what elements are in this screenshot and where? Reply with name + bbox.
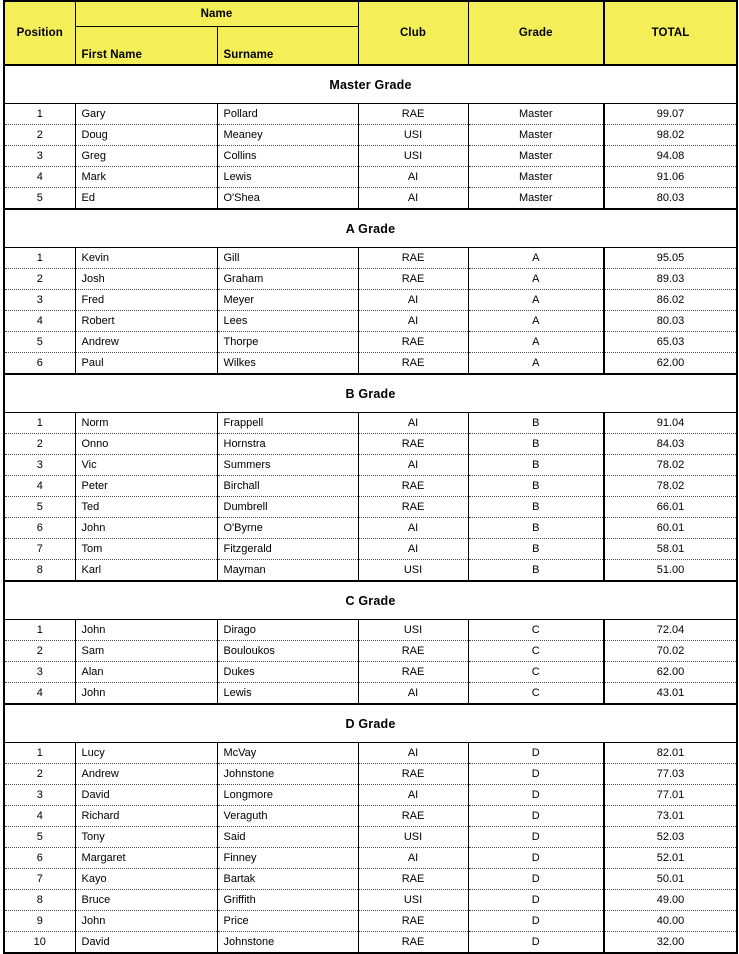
- cell-club: RAE: [358, 806, 468, 827]
- table-row[interactable]: [4, 248, 737, 269]
- cell-position: 6: [4, 353, 75, 375]
- cell-position: 5: [4, 497, 75, 518]
- cell-total: 40.00: [604, 911, 737, 932]
- cell-grade: D: [468, 827, 604, 848]
- cell-surname: Dumbrell: [217, 497, 358, 518]
- cell-total: 82.01: [604, 743, 737, 764]
- cell-club: AI: [358, 290, 468, 311]
- cell-grade: Master: [468, 104, 604, 125]
- cell-grade: Master: [468, 188, 604, 210]
- table-row[interactable]: [4, 560, 737, 582]
- cell-position: 1: [4, 743, 75, 764]
- table-row[interactable]: [4, 434, 737, 455]
- cell-grade: C: [468, 683, 604, 705]
- cell-surname: Hornstra: [217, 434, 358, 455]
- cell-grade: D: [468, 869, 604, 890]
- results-table: [3, 0, 738, 954]
- cell-total: 89.03: [604, 269, 737, 290]
- cell-total: 91.06: [604, 167, 737, 188]
- table-row[interactable]: [4, 848, 737, 869]
- cell-total: 77.01: [604, 785, 737, 806]
- table-row[interactable]: [4, 188, 737, 210]
- cell-first-name: Vic: [75, 455, 217, 476]
- cell-total: 62.00: [604, 662, 737, 683]
- cell-total: 52.01: [604, 848, 737, 869]
- section-title-row: [4, 705, 737, 743]
- cell-grade: A: [468, 269, 604, 290]
- cell-club: RAE: [358, 497, 468, 518]
- cell-position: 5: [4, 827, 75, 848]
- cell-position: 8: [4, 890, 75, 911]
- table-row[interactable]: [4, 932, 737, 954]
- cell-position: 4: [4, 476, 75, 497]
- cell-surname: Bartak: [217, 869, 358, 890]
- cell-surname: Pollard: [217, 104, 358, 125]
- section-title-row: [4, 582, 737, 620]
- cell-club: RAE: [358, 434, 468, 455]
- table-row[interactable]: [4, 125, 737, 146]
- cell-total: 51.00: [604, 560, 737, 582]
- cell-grade: B: [468, 455, 604, 476]
- column-header-grade[interactable]: Grade: [468, 1, 604, 65]
- cell-total: 78.02: [604, 476, 737, 497]
- cell-position: 7: [4, 539, 75, 560]
- cell-position: 5: [4, 332, 75, 353]
- cell-surname: Bouloukos: [217, 641, 358, 662]
- cell-grade: C: [468, 620, 604, 641]
- cell-club: USI: [358, 560, 468, 582]
- cell-club: RAE: [358, 476, 468, 497]
- cell-club: USI: [358, 125, 468, 146]
- cell-grade: B: [468, 434, 604, 455]
- table-row[interactable]: [4, 290, 737, 311]
- cell-total: 66.01: [604, 497, 737, 518]
- table-row[interactable]: [4, 683, 737, 705]
- cell-position: 9: [4, 911, 75, 932]
- cell-first-name: Kevin: [75, 248, 217, 269]
- cell-first-name: Bruce: [75, 890, 217, 911]
- cell-surname: O'Byrne: [217, 518, 358, 539]
- table-row[interactable]: [4, 743, 737, 764]
- section-title: A Grade: [4, 210, 737, 248]
- cell-surname: Said: [217, 827, 358, 848]
- cell-club: RAE: [358, 932, 468, 954]
- table-row[interactable]: [4, 518, 737, 539]
- section-title: Master Grade: [4, 65, 737, 104]
- cell-first-name: Alan: [75, 662, 217, 683]
- column-header-total[interactable]: TOTAL: [604, 1, 737, 65]
- cell-first-name: Doug: [75, 125, 217, 146]
- cell-total: 86.02: [604, 290, 737, 311]
- cell-surname: McVay: [217, 743, 358, 764]
- cell-grade: D: [468, 848, 604, 869]
- cell-first-name: John: [75, 683, 217, 705]
- column-header-surname[interactable]: Surname: [217, 27, 358, 66]
- cell-total: 32.00: [604, 932, 737, 954]
- table-row[interactable]: [4, 641, 737, 662]
- table-row[interactable]: [4, 785, 737, 806]
- header-row-group: [4, 1, 737, 27]
- cell-surname: Lewis: [217, 167, 358, 188]
- table-row[interactable]: [4, 146, 737, 167]
- table-row[interactable]: [4, 497, 737, 518]
- table-row[interactable]: [4, 413, 737, 434]
- cell-position: 5: [4, 188, 75, 210]
- cell-position: 3: [4, 662, 75, 683]
- cell-grade: C: [468, 641, 604, 662]
- cell-club: RAE: [358, 869, 468, 890]
- cell-position: 1: [4, 104, 75, 125]
- cell-grade: D: [468, 932, 604, 954]
- cell-position: 3: [4, 785, 75, 806]
- cell-first-name: Mark: [75, 167, 217, 188]
- cell-surname: Dukes: [217, 662, 358, 683]
- cell-first-name: John: [75, 518, 217, 539]
- table-row[interactable]: [4, 827, 737, 848]
- section-title: D Grade: [4, 705, 737, 743]
- cell-surname: Collins: [217, 146, 358, 167]
- cell-surname: Price: [217, 911, 358, 932]
- cell-total: 43.01: [604, 683, 737, 705]
- table-row[interactable]: [4, 539, 737, 560]
- cell-club: AI: [358, 167, 468, 188]
- cell-total: 65.03: [604, 332, 737, 353]
- table-row[interactable]: [4, 869, 737, 890]
- cell-grade: B: [468, 560, 604, 582]
- cell-first-name: Andrew: [75, 764, 217, 785]
- table-row[interactable]: [4, 167, 737, 188]
- section-title-row: [4, 210, 737, 248]
- column-header-club[interactable]: Club: [358, 1, 468, 65]
- cell-total: 80.03: [604, 311, 737, 332]
- cell-total: 60.01: [604, 518, 737, 539]
- cell-club: AI: [358, 311, 468, 332]
- cell-position: 6: [4, 518, 75, 539]
- cell-grade: D: [468, 911, 604, 932]
- cell-total: 99.07: [604, 104, 737, 125]
- cell-position: 4: [4, 683, 75, 705]
- cell-total: 84.03: [604, 434, 737, 455]
- cell-club: USI: [358, 146, 468, 167]
- cell-grade: A: [468, 353, 604, 375]
- cell-club: AI: [358, 518, 468, 539]
- cell-surname: Griffith: [217, 890, 358, 911]
- cell-first-name: Paul: [75, 353, 217, 375]
- table-row[interactable]: [4, 620, 737, 641]
- cell-first-name: Ed: [75, 188, 217, 210]
- cell-grade: Master: [468, 146, 604, 167]
- cell-grade: A: [468, 248, 604, 269]
- cell-surname: Gill: [217, 248, 358, 269]
- cell-club: AI: [358, 785, 468, 806]
- cell-surname: Veraguth: [217, 806, 358, 827]
- table-row[interactable]: [4, 764, 737, 785]
- cell-club: RAE: [358, 911, 468, 932]
- table-row[interactable]: [4, 269, 737, 290]
- cell-grade: B: [468, 539, 604, 560]
- cell-position: 2: [4, 125, 75, 146]
- cell-surname: Summers: [217, 455, 358, 476]
- cell-club: RAE: [358, 662, 468, 683]
- cell-club: USI: [358, 890, 468, 911]
- cell-grade: A: [468, 332, 604, 353]
- cell-grade: B: [468, 413, 604, 434]
- cell-position: 2: [4, 764, 75, 785]
- cell-grade: Master: [468, 125, 604, 146]
- table-row[interactable]: [4, 311, 737, 332]
- cell-first-name: Tony: [75, 827, 217, 848]
- column-header-name-group[interactable]: Name: [75, 1, 358, 27]
- cell-first-name: Josh: [75, 269, 217, 290]
- cell-club: AI: [358, 539, 468, 560]
- cell-surname: Graham: [217, 269, 358, 290]
- cell-grade: D: [468, 785, 604, 806]
- cell-surname: O'Shea: [217, 188, 358, 210]
- column-header-position[interactable]: Position: [4, 1, 75, 65]
- cell-surname: Meyer: [217, 290, 358, 311]
- cell-grade: D: [468, 743, 604, 764]
- cell-total: 98.02: [604, 125, 737, 146]
- cell-club: RAE: [358, 269, 468, 290]
- cell-first-name: David: [75, 932, 217, 954]
- cell-club: AI: [358, 455, 468, 476]
- cell-position: 7: [4, 869, 75, 890]
- cell-first-name: Karl: [75, 560, 217, 582]
- cell-surname: Dirago: [217, 620, 358, 641]
- cell-total: 52.03: [604, 827, 737, 848]
- cell-club: RAE: [358, 104, 468, 125]
- cell-position: 10: [4, 932, 75, 954]
- cell-total: 49.00: [604, 890, 737, 911]
- cell-grade: D: [468, 890, 604, 911]
- cell-club: RAE: [358, 353, 468, 375]
- cell-grade: B: [468, 476, 604, 497]
- cell-grade: Master: [468, 167, 604, 188]
- cell-club: AI: [358, 743, 468, 764]
- cell-grade: B: [468, 497, 604, 518]
- table-row[interactable]: [4, 806, 737, 827]
- cell-total: 50.01: [604, 869, 737, 890]
- cell-position: 4: [4, 167, 75, 188]
- cell-surname: Birchall: [217, 476, 358, 497]
- cell-surname: Finney: [217, 848, 358, 869]
- table-row[interactable]: [4, 353, 737, 375]
- table-row[interactable]: [4, 890, 737, 911]
- cell-total: 62.00: [604, 353, 737, 375]
- cell-grade: C: [468, 662, 604, 683]
- cell-club: RAE: [358, 764, 468, 785]
- cell-grade: A: [468, 290, 604, 311]
- cell-first-name: John: [75, 911, 217, 932]
- cell-surname: Longmore: [217, 785, 358, 806]
- cell-first-name: David: [75, 785, 217, 806]
- table-row[interactable]: [4, 476, 737, 497]
- cell-surname: Fitzgerald: [217, 539, 358, 560]
- cell-position: 2: [4, 434, 75, 455]
- cell-position: 2: [4, 641, 75, 662]
- table-row[interactable]: [4, 104, 737, 125]
- cell-first-name: Ted: [75, 497, 217, 518]
- section-title-row: [4, 65, 737, 104]
- cell-total: 77.03: [604, 764, 737, 785]
- cell-total: 94.08: [604, 146, 737, 167]
- table-row[interactable]: [4, 332, 737, 353]
- cell-first-name: Margaret: [75, 848, 217, 869]
- table-row[interactable]: [4, 455, 737, 476]
- cell-total: 72.04: [604, 620, 737, 641]
- cell-first-name: Robert: [75, 311, 217, 332]
- cell-position: 8: [4, 560, 75, 582]
- cell-grade: A: [468, 311, 604, 332]
- cell-position: 2: [4, 269, 75, 290]
- cell-position: 4: [4, 311, 75, 332]
- cell-grade: D: [468, 806, 604, 827]
- cell-position: 3: [4, 290, 75, 311]
- cell-total: 70.02: [604, 641, 737, 662]
- cell-position: 3: [4, 455, 75, 476]
- cell-club: USI: [358, 620, 468, 641]
- cell-surname: Frappell: [217, 413, 358, 434]
- cell-total: 73.01: [604, 806, 737, 827]
- cell-first-name: Kayo: [75, 869, 217, 890]
- column-header-first-name[interactable]: First Name: [75, 27, 217, 66]
- cell-position: 1: [4, 620, 75, 641]
- cell-first-name: Fred: [75, 290, 217, 311]
- cell-position: 6: [4, 848, 75, 869]
- cell-first-name: Gary: [75, 104, 217, 125]
- cell-club: AI: [358, 848, 468, 869]
- cell-total: 95.05: [604, 248, 737, 269]
- cell-position: 1: [4, 248, 75, 269]
- cell-total: 91.04: [604, 413, 737, 434]
- cell-first-name: Norm: [75, 413, 217, 434]
- cell-total: 80.03: [604, 188, 737, 210]
- cell-first-name: Andrew: [75, 332, 217, 353]
- cell-first-name: Tom: [75, 539, 217, 560]
- cell-club: AI: [358, 683, 468, 705]
- cell-club: AI: [358, 413, 468, 434]
- section-title: C Grade: [4, 582, 737, 620]
- cell-club: RAE: [358, 641, 468, 662]
- cell-first-name: Sam: [75, 641, 217, 662]
- section-title-row: [4, 375, 737, 413]
- cell-surname: Lees: [217, 311, 358, 332]
- table-header: [4, 1, 737, 65]
- cell-club: RAE: [358, 332, 468, 353]
- cell-surname: Mayman: [217, 560, 358, 582]
- cell-first-name: Richard: [75, 806, 217, 827]
- section-title: B Grade: [4, 375, 737, 413]
- table-body: [4, 65, 737, 953]
- cell-surname: Johnstone: [217, 932, 358, 954]
- cell-position: 4: [4, 806, 75, 827]
- cell-first-name: Onno: [75, 434, 217, 455]
- cell-surname: Johnstone: [217, 764, 358, 785]
- cell-club: RAE: [358, 248, 468, 269]
- cell-position: 3: [4, 146, 75, 167]
- cell-grade: D: [468, 764, 604, 785]
- cell-surname: Thorpe: [217, 332, 358, 353]
- cell-surname: Wilkes: [217, 353, 358, 375]
- cell-first-name: John: [75, 620, 217, 641]
- cell-club: AI: [358, 188, 468, 210]
- table-row[interactable]: [4, 662, 737, 683]
- cell-first-name: Peter: [75, 476, 217, 497]
- cell-grade: B: [468, 518, 604, 539]
- cell-position: 1: [4, 413, 75, 434]
- cell-club: USI: [358, 827, 468, 848]
- cell-first-name: Greg: [75, 146, 217, 167]
- table-row[interactable]: [4, 911, 737, 932]
- cell-total: 58.01: [604, 539, 737, 560]
- cell-surname: Lewis: [217, 683, 358, 705]
- cell-first-name: Lucy: [75, 743, 217, 764]
- cell-surname: Meaney: [217, 125, 358, 146]
- cell-total: 78.02: [604, 455, 737, 476]
